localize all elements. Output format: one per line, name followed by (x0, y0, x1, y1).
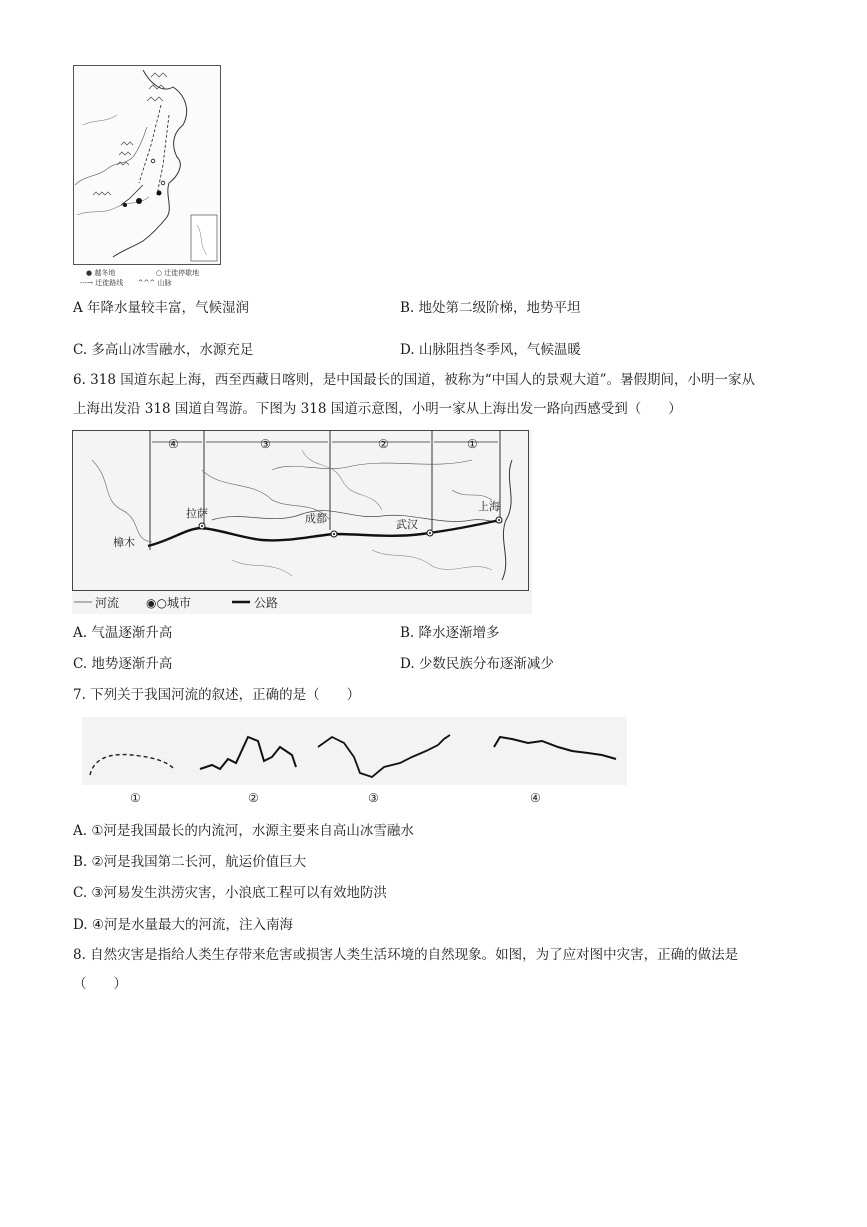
wintering-site-icon: ● (86, 269, 93, 277)
legend-row-2 (80, 278, 172, 288)
rivers-figure (82, 717, 627, 785)
q5-option-b[interactable]: B. 地处第二级阶梯，地势平坦 (400, 300, 581, 316)
legend-wintering: 越冬地 (94, 269, 116, 277)
river-label-3: ③ (368, 791, 379, 805)
route-line-icon: ---→ (80, 279, 93, 287)
legend-river: 河流 (95, 596, 120, 610)
mountain-icon: ^^^ (137, 279, 156, 287)
city-marker-icon: ◉○ (146, 596, 167, 610)
legend-route: 迁徙路线 (95, 279, 124, 287)
city-zhangmu: 樟木 (113, 536, 135, 549)
legend-stopover: 迁徙停歇地 (164, 269, 200, 277)
legend-city: ◉○城市 (146, 596, 191, 610)
stopover-site-icon: ○ (155, 269, 162, 277)
route-318-map (72, 430, 532, 614)
river-label-4: ④ (530, 791, 541, 805)
legend-mountain: 山脉 (157, 279, 172, 287)
q7-option-d[interactable]: D. ④河是水量最大的河流，注入南海 (73, 917, 294, 933)
city-lhasa: 拉萨 (186, 507, 208, 520)
city-shanghai: 上海 (478, 500, 500, 513)
q5-option-d[interactable]: D. 山脉阻挡冬季风，气候温暖 (400, 342, 581, 358)
section-label-1: ① (467, 437, 478, 451)
section-label-4: ④ (168, 437, 179, 451)
q6-option-a[interactable]: A. 气温逐渐升高 (73, 625, 173, 641)
city-chengdu: 成都 (305, 512, 327, 525)
q5-option-c[interactable]: C. 多高山冰雪融水，水源充足 (73, 342, 254, 358)
q7-option-b[interactable]: B. ②河是我国第二长河，航运价值巨大 (73, 854, 307, 870)
river-label-1: ① (130, 791, 141, 805)
legend-road: 公路 (254, 596, 279, 610)
q8-stem: 8. 自然灾害是指给人类生存带来危害或损害人类生活环境的自然现象。如图，为了应对图中灾害，正确的做法是（ ） (73, 947, 739, 992)
section-label-2: ② (378, 437, 389, 451)
legend-row-1 (86, 268, 199, 278)
q6-option-c[interactable]: C. 地势逐渐升高 (73, 656, 173, 672)
river-label-2: ② (248, 791, 259, 805)
city-wuhan: 武汉 (396, 518, 418, 531)
q6-stem: 6. 318 国道东起上海，西至西藏日喀则，是中国最长的国道，被称为“中国人的景观大道”。暑假期间，小明一家从上海出发沿 318 国道自驾游。下图为 318 国道示意图，小明一家从上海出发一路向西感受到（ ） (73, 372, 756, 417)
section-label-3: ③ (260, 437, 271, 451)
q6-option-d[interactable]: D. 少数民族分布逐渐减少 (400, 656, 554, 672)
q6-option-b[interactable]: B. 降水逐渐增多 (400, 625, 500, 641)
q5-option-a[interactable]: A 年降水量较丰富，气候湿润 (73, 300, 250, 316)
bird-migration-map (73, 65, 221, 265)
q7-stem: 7. 下列关于我国河流的叙述，正确的是（ ） (73, 687, 361, 703)
q7-option-a[interactable]: A. ①河是我国最长的内流河，水源主要来自高山冰雪融水 (73, 823, 414, 839)
q7-option-c[interactable]: C. ③河易发生洪涝灾害，小浪底工程可以有效地防洪 (73, 885, 388, 901)
